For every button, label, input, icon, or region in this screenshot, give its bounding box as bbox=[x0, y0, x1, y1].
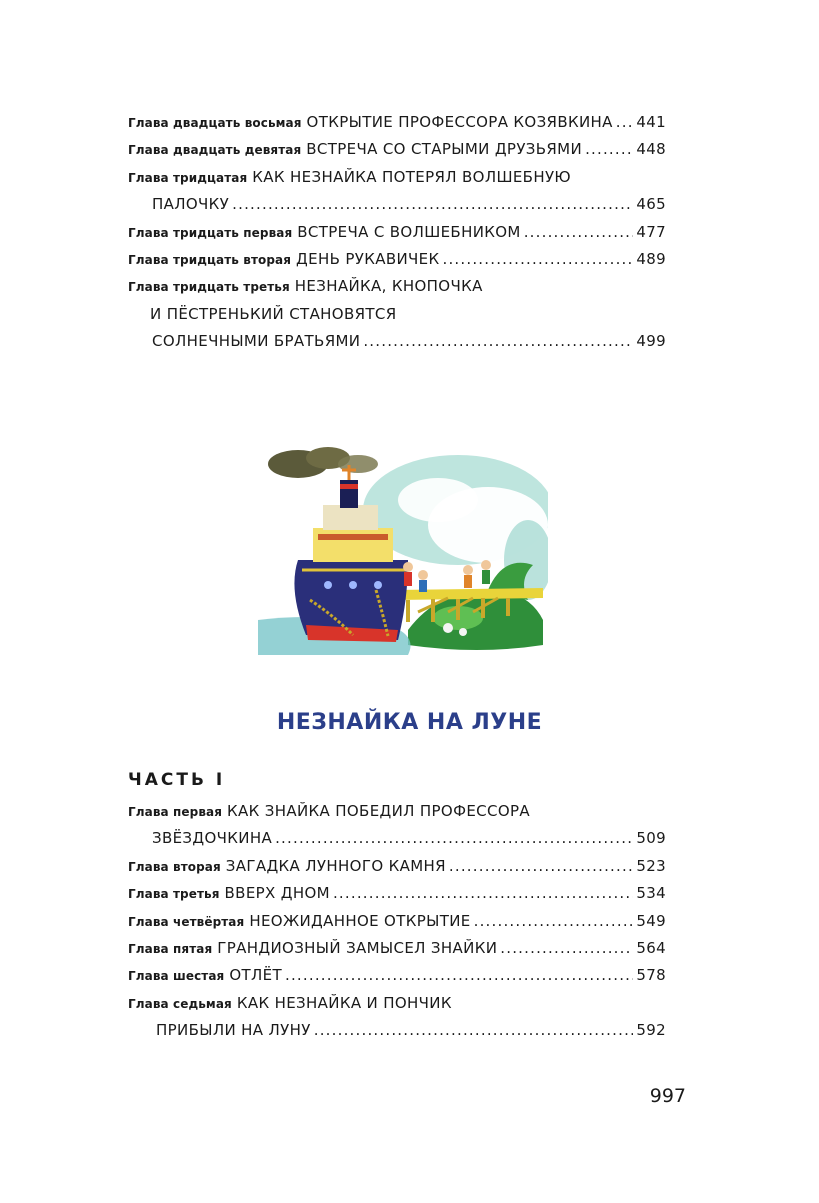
toc-entry bbox=[128, 962, 666, 989]
toc-top bbox=[128, 109, 666, 356]
chapter-label: Глава тридцать вторая bbox=[128, 252, 292, 267]
page-ref: 564 bbox=[636, 938, 666, 957]
toc-entry bbox=[128, 935, 666, 962]
leader-dots bbox=[285, 962, 633, 989]
chapter-title: ЗВЁЗДОЧКИНА bbox=[152, 829, 273, 848]
chapter-title: ВСТРЕЧА С ВОЛШЕБНИКОМ bbox=[297, 222, 521, 241]
chapter-title: ВСТРЕЧА СО СТАРЫМИ ДРУЗЬЯМИ bbox=[306, 140, 583, 159]
chapter-label: Глава двадцать восьмая bbox=[128, 116, 302, 130]
leader-dots bbox=[314, 1017, 634, 1044]
chapter-title: ОТЛЁТ bbox=[229, 966, 282, 985]
page-ref: 448 bbox=[636, 140, 666, 159]
page-ref: 578 bbox=[636, 966, 666, 985]
chapter-title: КАК ЗНАЙКА ПОБЕДИЛ ПРОФЕССОРА bbox=[227, 802, 530, 820]
chapter-label: Глава вторая bbox=[128, 859, 221, 874]
page-ref: 465 bbox=[636, 195, 666, 214]
leader-dots bbox=[449, 853, 633, 880]
chapter-title: ПАЛОЧКУ bbox=[152, 195, 230, 214]
leader-dots bbox=[616, 109, 634, 136]
chapter-label: Глава первая bbox=[128, 805, 223, 819]
leader-dots bbox=[524, 219, 634, 246]
chapter-label: Глава двадцать девятая bbox=[128, 143, 302, 158]
page-ref: 549 bbox=[636, 911, 666, 930]
toc-entry bbox=[128, 219, 666, 246]
chapter-title: НЕЗНАЙКА, КНОПОЧКА bbox=[294, 277, 483, 296]
toc-entry bbox=[128, 273, 666, 300]
leader-dots bbox=[363, 328, 633, 355]
chapter-label: Глава тридцатая bbox=[128, 170, 248, 185]
page-ref: 509 bbox=[636, 829, 666, 848]
chapter-label: Глава шестая bbox=[128, 969, 225, 984]
toc-entry-continuation bbox=[128, 328, 666, 355]
leader-dots bbox=[474, 908, 634, 935]
toc-entry bbox=[128, 246, 666, 273]
toc-entry-continuation bbox=[128, 191, 666, 218]
chapter-title: И ПЁСТРЕНЬКИЙ СТАНОВЯТСЯ bbox=[150, 304, 397, 323]
chapter-title: ЗАГАДКА ЛУННОГО КАМНЯ bbox=[225, 856, 446, 875]
steamship-illustration bbox=[258, 440, 548, 662]
page-ref: 523 bbox=[636, 856, 666, 875]
leader-dots bbox=[232, 191, 633, 218]
toc-entry bbox=[128, 990, 666, 1017]
toc-entry bbox=[128, 908, 666, 935]
toc-entry-continuation bbox=[128, 1017, 666, 1044]
toc-entry bbox=[128, 798, 666, 825]
page-number: 997 bbox=[649, 1085, 686, 1107]
part-heading: ЧАСТЬ I bbox=[128, 770, 226, 790]
toc-entry bbox=[128, 853, 666, 880]
leader-dots bbox=[585, 136, 633, 163]
toc-bottom bbox=[128, 798, 666, 1045]
toc-entry bbox=[128, 164, 666, 191]
chapter-label: Глава тридцать третья bbox=[128, 280, 290, 295]
page-ref: 441 bbox=[636, 113, 666, 131]
chapter-title: НЕОЖИДАННОЕ ОТКРЫТИЕ bbox=[249, 911, 471, 930]
leader-dots bbox=[275, 825, 633, 852]
chapter-title: ПРИБЫЛИ НА ЛУНУ bbox=[156, 1021, 311, 1040]
chapter-title: ГРАНДИОЗНЫЙ ЗАМЫСЕЛ ЗНАЙКИ bbox=[217, 938, 498, 957]
chapter-title: ВВЕРХ ДНОМ bbox=[224, 884, 330, 903]
chapter-label: Глава пятая bbox=[128, 941, 213, 956]
chapter-title: ОТКРЫТИЕ ПРОФЕССОРА КОЗЯВКИНА bbox=[306, 113, 613, 131]
toc-entry bbox=[128, 109, 666, 136]
leader-dots bbox=[333, 880, 633, 907]
toc-entry-continuation bbox=[128, 301, 666, 328]
leader-dots bbox=[500, 935, 633, 962]
leader-dots bbox=[443, 246, 634, 273]
book-title: НЕЗНАЙКА НА ЛУНЕ bbox=[276, 710, 543, 735]
chapter-title: КАК НЕЗНАЙКА И ПОНЧИК bbox=[236, 993, 452, 1012]
page-ref: 534 bbox=[636, 884, 666, 903]
chapter-label: Глава четвёртая bbox=[128, 914, 245, 929]
toc-entry bbox=[128, 880, 666, 907]
chapter-title: СОЛНЕЧНЫМИ БРАТЬЯМИ bbox=[152, 332, 361, 351]
page-ref: 499 bbox=[636, 332, 666, 351]
chapter-label: Глава третья bbox=[128, 887, 220, 902]
chapter-title: КАК НЕЗНАЙКА ПОТЕРЯЛ ВОЛШЕБНУЮ bbox=[252, 167, 571, 186]
chapter-label: Глава седьмая bbox=[128, 996, 232, 1011]
page-ref: 489 bbox=[636, 249, 666, 268]
chapter-label: Глава тридцать первая bbox=[128, 225, 293, 240]
page-ref: 477 bbox=[636, 222, 666, 241]
chapter-title: ДЕНЬ РУКАВИЧЕК bbox=[296, 249, 440, 268]
toc-entry-continuation bbox=[128, 825, 666, 852]
page-ref: 592 bbox=[636, 1021, 666, 1040]
toc-entry bbox=[128, 136, 666, 163]
